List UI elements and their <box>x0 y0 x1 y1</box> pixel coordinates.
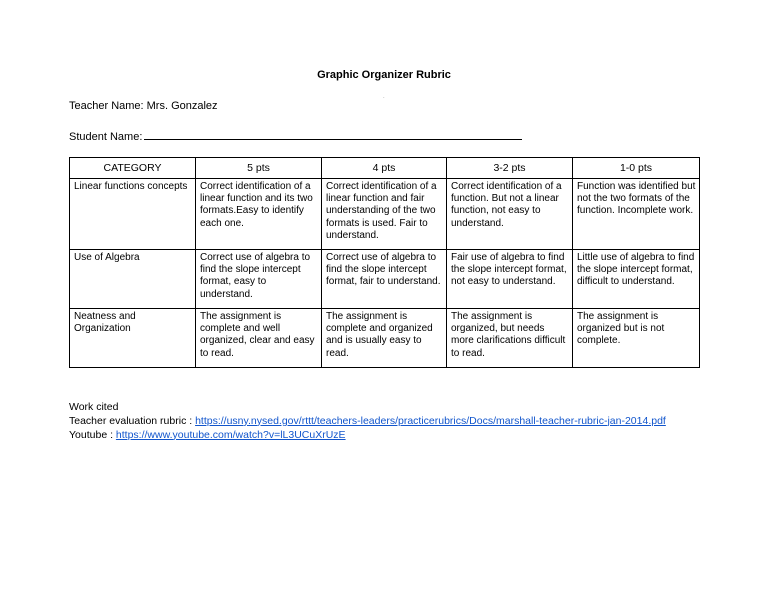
student-name-line <box>69 128 522 143</box>
rubric-cell: The assignment is organized, but needs more clarifications difficult to read. <box>447 309 573 368</box>
rubric-table <box>69 157 700 368</box>
table-row <box>70 250 700 309</box>
rubric-cell: Function was identified but not the two formats of the function. Incomplete work. <box>573 179 700 250</box>
rubric-cell: Correct identification of a linear function and its two formats.Easy to identify each one. <box>196 179 322 250</box>
citation-youtube <box>69 429 666 443</box>
table-row <box>70 309 700 368</box>
rubric-cell: Correct use of algebra to find the slope intercept format, easy to understand. <box>196 250 322 309</box>
header-1-0-pts: 1-0 pts <box>573 158 700 179</box>
table-row <box>70 179 700 250</box>
student-name-blank <box>144 128 522 140</box>
citation-label: Teacher evaluation rubric : <box>69 414 196 427</box>
row-category-cell: Neatness and Organization <box>70 309 196 368</box>
rubric-cell: Correct use of algebra to find the slope intercept format, fair to understand. <box>322 250 447 309</box>
header-3-2-pts: 3-2 pts <box>447 158 573 179</box>
teacher-name-line: Teacher Name: Mrs. Gonzalez <box>69 100 218 112</box>
header-4-pts: 4 pts <box>322 158 447 179</box>
header-5-pts: 5 pts <box>196 158 322 179</box>
works-cited <box>69 401 666 442</box>
rubric-cell: Fair use of algebra to find the slope intercept format, not easy to understand. <box>447 250 573 309</box>
rubric-cell: The assignment is organized but is not complete. <box>573 309 700 368</box>
rubric-cell: Correct identification of a function. But not a linear function, not easy to understand. <box>447 179 573 250</box>
row-category-cell: Use of Algebra <box>70 250 196 309</box>
citation-link-teacher-rubric[interactable]: https://usny.nysed.gov/rttt/teachers-leaders/practicerubrics/Docs/marshall-teacher-rubric-jan-2014.pdf <box>195 414 666 427</box>
rubric-cell: Little use of algebra to find the slope intercept format, difficult to understand. <box>573 250 700 309</box>
table-header-row <box>70 158 700 179</box>
citation-link-youtube[interactable]: https://www.youtube.com/watch?v=lL3UCuXrUzE <box>115 428 346 441</box>
rubric-cell: Correct identification of a linear function and fair understanding of the two formats is used. Fair to understand. <box>322 179 447 250</box>
header-category: CATEGORY <box>70 158 196 179</box>
rubric-cell: The assignment is complete and organized and is usually easy to read. <box>322 309 447 368</box>
document-title: Graphic Organizer Rubric <box>317 69 451 81</box>
rubric-cell: The assignment is complete and well organized, clear and easy to read. <box>196 309 322 368</box>
citation-label: Youtube : <box>69 428 116 441</box>
works-cited-heading: Work cited <box>69 401 119 413</box>
citation-teacher-rubric <box>69 415 666 429</box>
student-name-label: Student Name: <box>69 131 143 143</box>
row-category-cell: Linear functions concepts <box>70 179 196 250</box>
decorative-dot: . <box>383 94 385 100</box>
